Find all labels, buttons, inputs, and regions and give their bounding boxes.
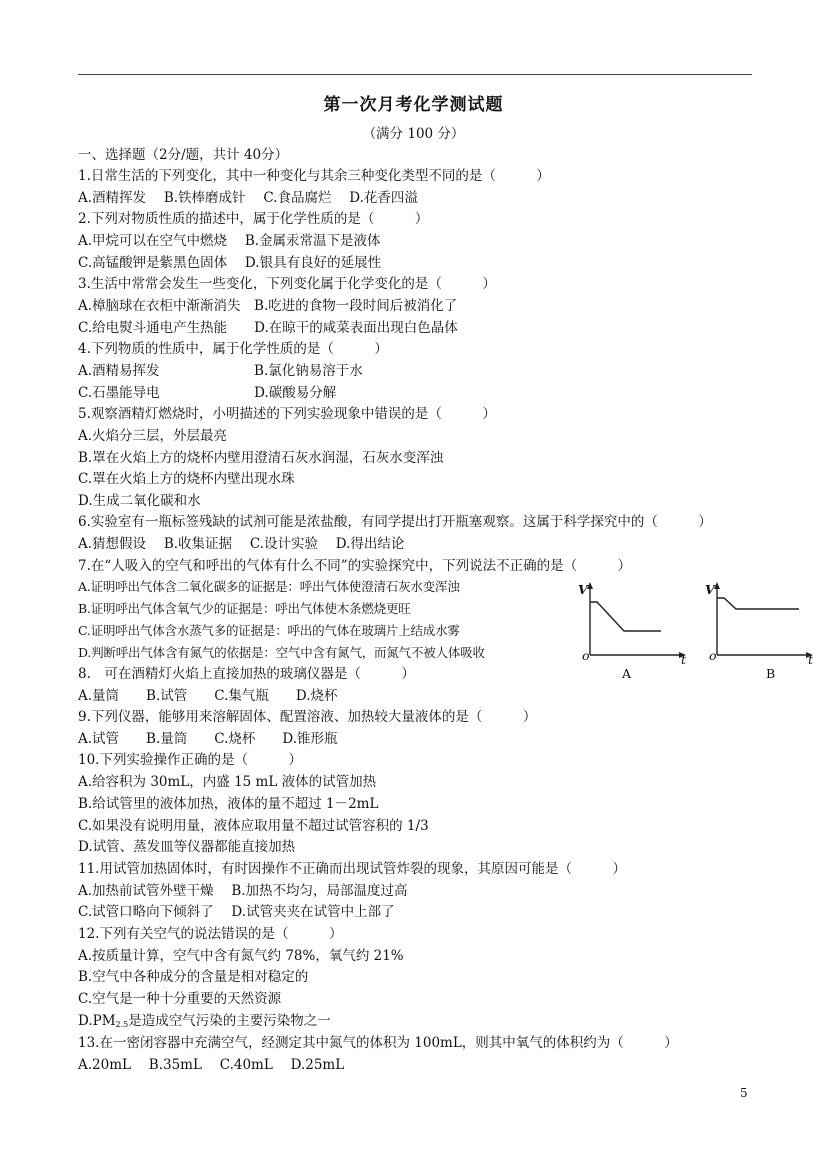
question-13-options: A.20mL B.35mL C.40mL D.25mL (78, 1057, 345, 1073)
question-11-stem: 11.用试管加热固体时，有时因操作不正确而出现试管炸裂的现象，其原因可能是（ ） (78, 861, 626, 877)
header-rule (78, 74, 752, 75)
graph-b-origin: o (709, 648, 717, 663)
question-10-option-a: A.给容积为 30mL，内盛 15 mL 液体的试管加热 (78, 774, 377, 790)
question-6-options: A.猜想假设 B.收集证据 C.设计实验 D.得出结论 (78, 536, 405, 552)
graph-b-y-label: V (705, 582, 715, 597)
question-12-option-a: A.按质量计算，空气中含有氮气约 78%，氧气约 21% (78, 948, 404, 964)
question-7-option-d: D.判断呼出气体含有氮气的依据是：空气中含有氮气，而氮气不被人体吸收 (78, 645, 485, 660)
exam-subtitle: （满分 100 分） (362, 126, 465, 142)
question-3-options-cd: C.给电熨斗通电产生热能 D.在晾干的咸菜表面出现白色晶体 (78, 320, 458, 336)
graph-b-curve (717, 598, 799, 609)
question-1-options: A.酒精挥发 B.铁棒磨成针 C.食品腐烂 D.花香四溢 (78, 190, 418, 206)
question-2-options-cd: C.高锰酸钾是紫黑色固体 D.银具有良好的延展性 (78, 255, 382, 271)
question-11-options-ab: A.加热前试管外壁干燥 B.加热不均匀，局部温度过高 (78, 883, 408, 899)
question-5-stem: 5.观察酒精灯燃烧时，小明描述的下列实验现象中错误的是（ ） (78, 406, 496, 422)
question-8-stem: 8. 可在酒精灯火焰上直接加热的玻璃仪器是（ ） (78, 666, 415, 682)
graph-b-x-label: t (808, 652, 814, 667)
question-3-options-ab: A.樟脑球在衣柜中渐渐消失 B.吃进的食物一段时间后被消化了 (78, 298, 458, 314)
question-7-option-b: B.证明呼出气体含氧气少的证据是：呼出气体使木条燃烧更旺 (78, 601, 411, 616)
graph-b (705, 580, 817, 662)
exam-title: 第一次月考化学测试题 (323, 95, 504, 115)
question-10-stem: 10.下列实验操作正确的是（ ） (78, 752, 302, 768)
graph-a-svg (578, 580, 690, 662)
question-5-option-b: B.罩在火焰上方的烧杯内壁用澄清石灰水润湿，石灰水变浑浊 (78, 450, 444, 466)
question-1-stem: 1.日常生活的下列变化，其中一种变化与其余三种变化类型不同的是（ ） (78, 168, 550, 184)
question-11-options-cd: C.试管口略向下倾斜了 D.试管夹夹在试管中上部了 (78, 904, 395, 920)
question-10-option-c: C.如果没有说明用量，液体应取用量不超过试管容积的 1/3 (78, 818, 429, 834)
graph-a-origin: o (582, 648, 590, 663)
question-7-stem: 7.在“人吸入的空气和呼出的气体有什么不同”的实验探究中，下列说法不正确的是（ ） (78, 558, 632, 574)
graph-a (578, 580, 690, 662)
question-4-stem: 4.下列物质的性质中，属于化学性质的是（ ） (78, 341, 388, 357)
question-4-options-cd: C.石墨能导电 D.碳酸易分解 (78, 385, 337, 401)
question-9-options: A.试管 B.量筒 C.烧杯 D.锥形瓶 (78, 731, 338, 747)
question-6-stem: 6.实验室有一瓶标签残缺的试剂可能是浓盐酸，有同学提出打开瓶塞观察。这属于科学探究中的（ ） (78, 514, 712, 530)
question-4-options-ab: A.酒精易挥发 B.氯化钠易溶于水 (78, 363, 363, 379)
pm-subscript: 2.5 (115, 1020, 129, 1029)
question-12-option-b: B.空气中各种成分的含量是相对稳定的 (78, 969, 309, 985)
question-12-option-d (78, 1012, 331, 1034)
question-5-option-d: D.生成二氧化碳和水 (78, 493, 201, 509)
question-2-stem: 2.下列对物质性质的描述中，属于化学性质的是（ ） (78, 211, 429, 227)
graph-a-caption: A (622, 666, 632, 681)
question-5-option-a: A.火焰分三层，外层最亮 (78, 428, 228, 444)
question-10-option-b: B.给试管里的液体加热，液体的量不超过 1－2mL (78, 796, 379, 812)
section-heading: 一、选择题（2分/题，共计 40分） (78, 147, 289, 163)
question-12-stem: 12.下列有关空气的说法错误的是（ ） (78, 926, 343, 942)
graph-a-y-label: V (578, 582, 588, 597)
question-5-option-c: C.罩在火焰上方的烧杯内壁出现水珠 (78, 471, 295, 487)
graph-b-caption: B (766, 666, 776, 681)
question-13-stem: 13.在一密闭容器中充满空气，经测定其中氮气的体积为 100mL，则其中氧气的体积约为（ ） (78, 1035, 678, 1051)
pm-label: D.PM (78, 1013, 116, 1029)
question-9-stem: 9.下列仪器，能够用来溶解固体、配置溶液、加热较大量液体的是（ ） (78, 709, 537, 725)
question-7-option-a: A.证明呼出气体含二氧化碳多的证据是：呼出气体使澄清石灰水变浑浊 (78, 579, 460, 594)
graph-b-svg (705, 580, 817, 662)
graph-a-x-label: t (681, 652, 687, 667)
question-10-option-d: D.试管、蒸发皿等仪器都能直接加热 (78, 839, 296, 855)
question-2-options-ab: A.甲烷可以在空气中燃烧 B.金属汞常温下是液体 (78, 233, 381, 249)
question-7-option-c: C.证明呼出气体含水蒸气多的证据是：呼出的气体在玻璃片上结成水雾 (78, 623, 460, 638)
question-8-options: A.量筒 B.试管 C.集气瓶 D.烧杯 (78, 688, 338, 704)
pm-text: 是造成空气污染的主要污染物之一 (128, 1013, 331, 1029)
graph-a-curve (590, 602, 661, 631)
page-number: 5 (740, 1086, 748, 1100)
question-12-option-c: C.空气是一种十分重要的天然资源 (78, 991, 282, 1007)
question-3-stem: 3.生活中常常会发生一些变化，下列变化属于化学变化的是（ ） (78, 276, 496, 292)
